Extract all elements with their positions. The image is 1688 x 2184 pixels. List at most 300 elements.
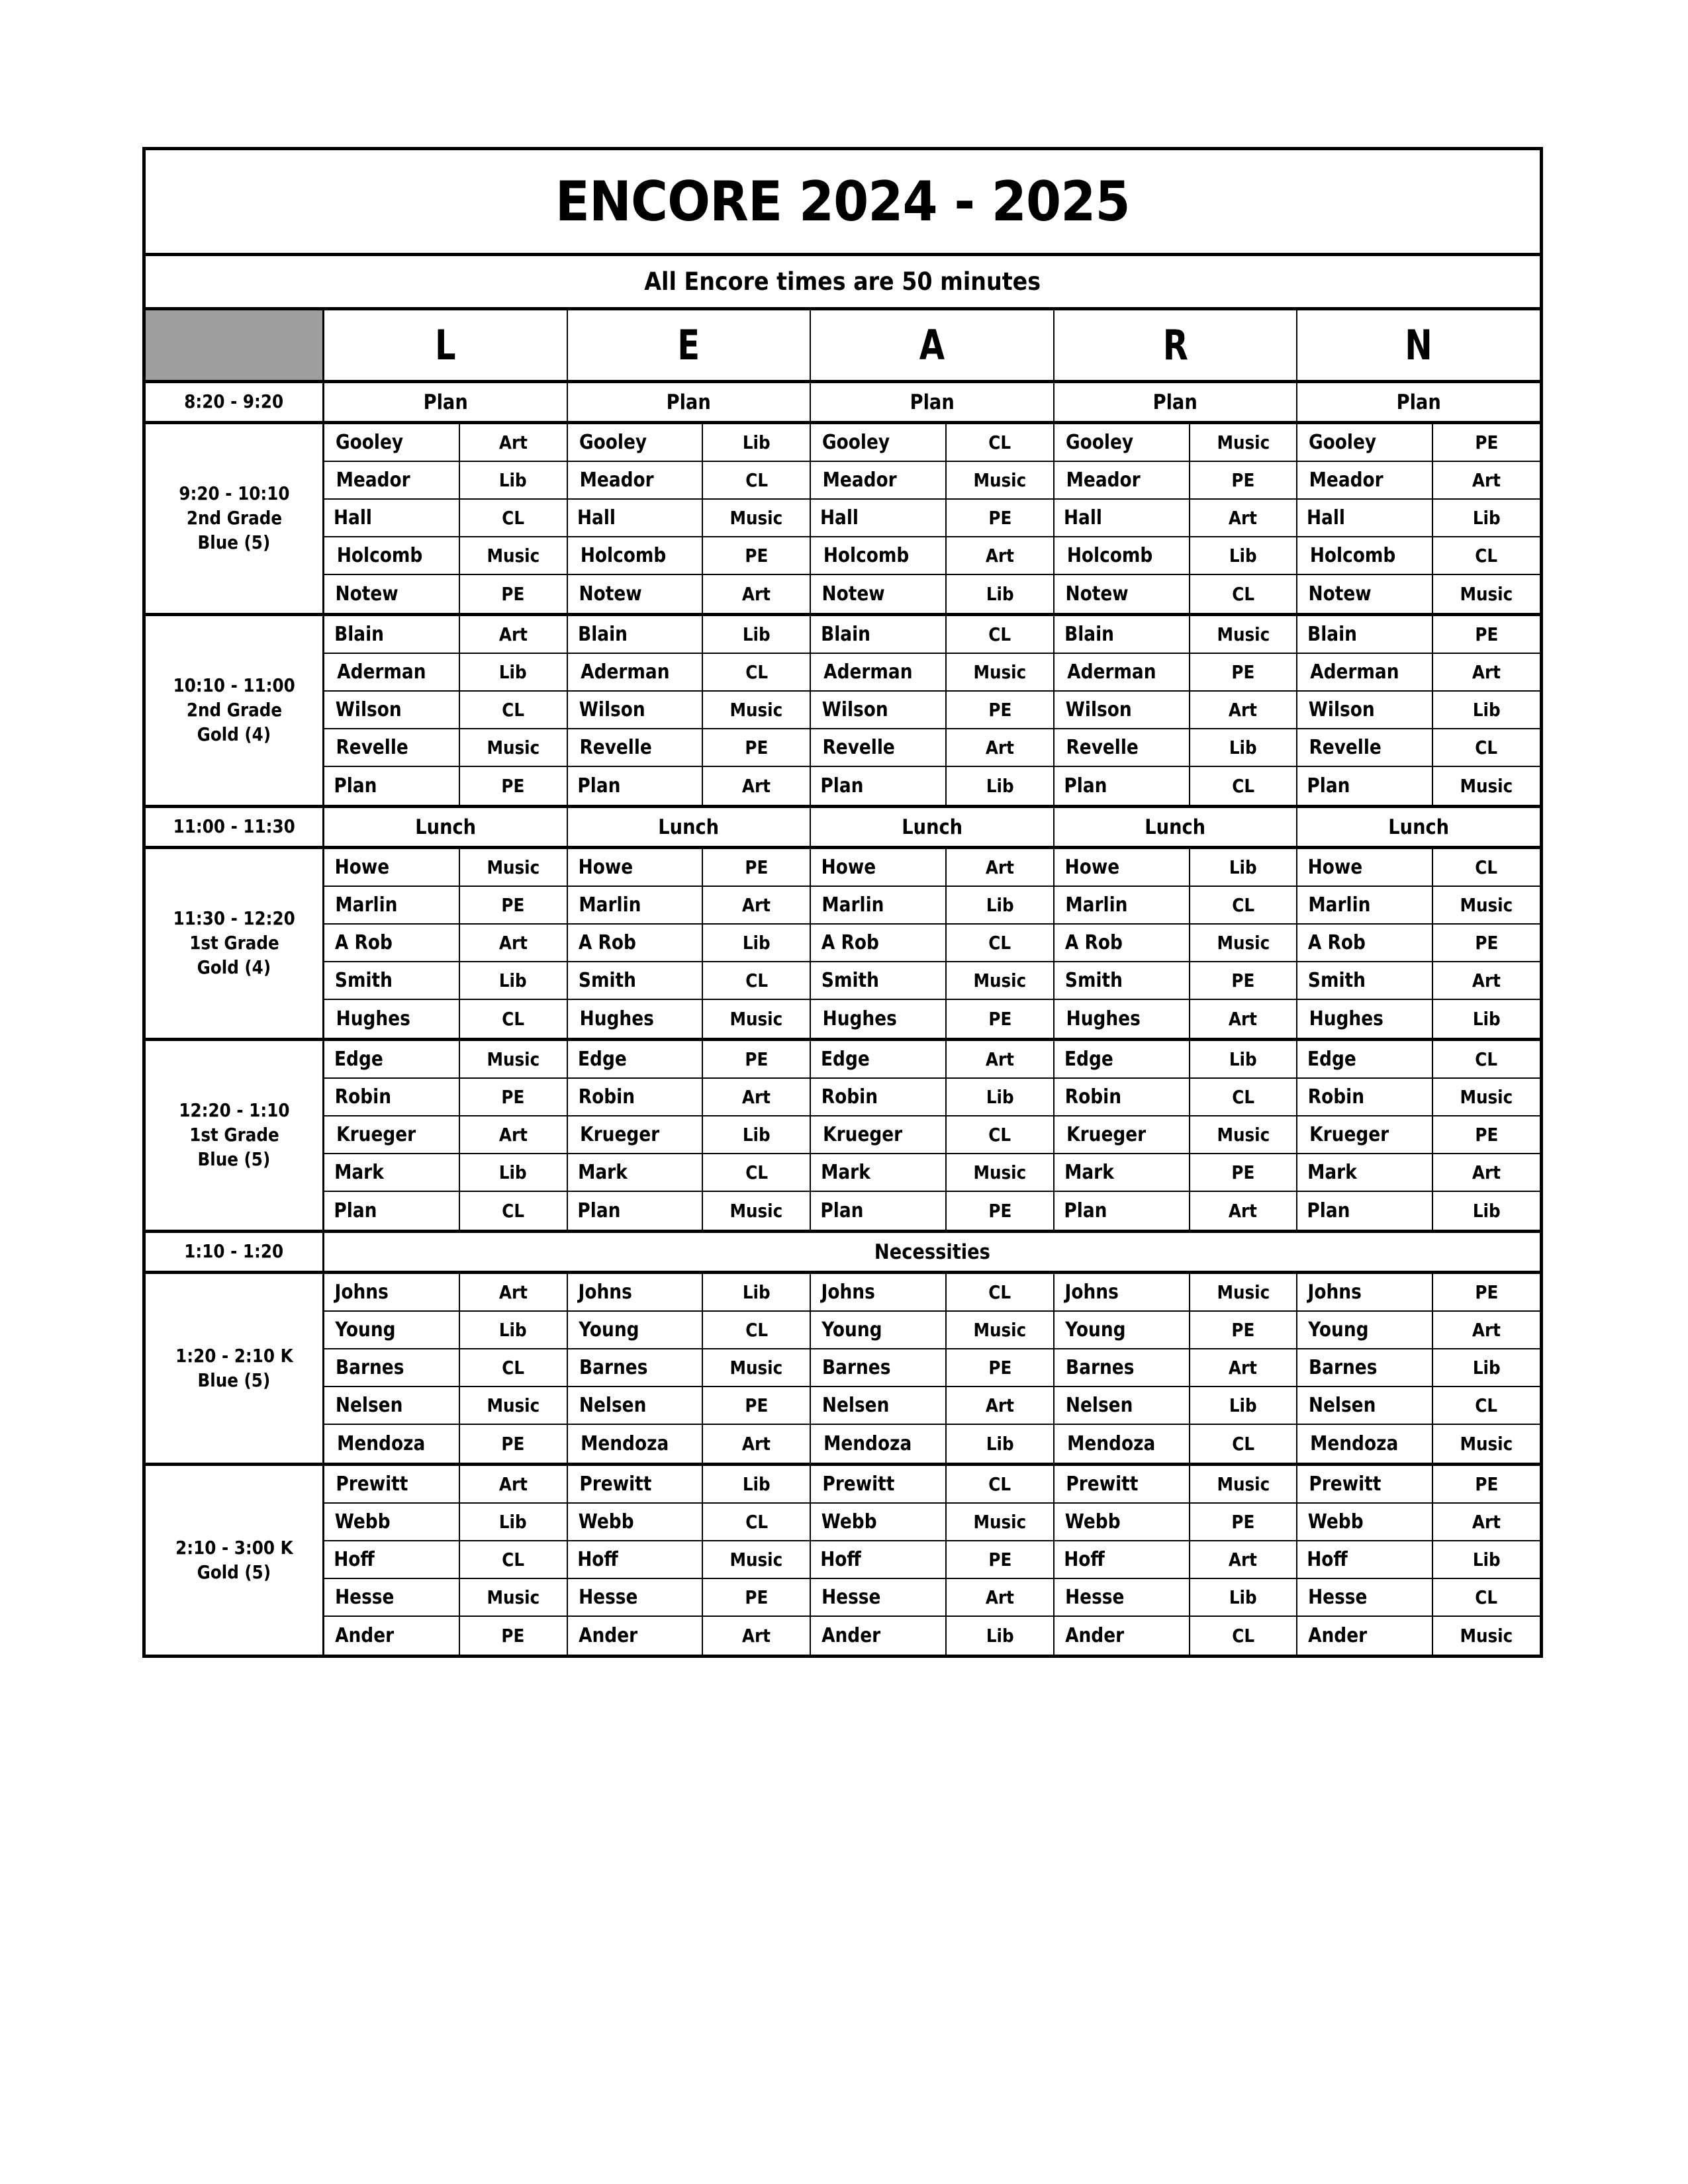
subject: Art bbox=[742, 583, 771, 605]
day-column-r bbox=[1055, 729, 1298, 766]
subject: PE bbox=[745, 856, 769, 878]
subject: CL bbox=[745, 661, 768, 683]
subject: Art bbox=[1229, 1549, 1258, 1570]
teacher-name: Hesse bbox=[811, 1579, 947, 1615]
teacher-name: Ander bbox=[568, 1617, 704, 1655]
subject: Music bbox=[487, 545, 540, 567]
teacher-name: Notew bbox=[1055, 575, 1190, 613]
teacher-name: Nelsen bbox=[811, 1387, 947, 1424]
teacher-name: Howe bbox=[324, 849, 460, 886]
day-column-a bbox=[811, 537, 1055, 574]
day-column-r bbox=[1055, 1312, 1298, 1348]
time-label-cell bbox=[146, 616, 324, 805]
teacher-name: Young bbox=[811, 1312, 947, 1348]
table-row bbox=[324, 1617, 1540, 1655]
day-column-r bbox=[1055, 1504, 1298, 1540]
plan-cell-r bbox=[1055, 383, 1298, 421]
teacher-name: Young bbox=[324, 1312, 460, 1348]
day-column-a bbox=[811, 1000, 1055, 1038]
teacher-name: Mendoza bbox=[568, 1425, 704, 1463]
teacher-name: A Rob bbox=[1297, 925, 1433, 961]
day-column-a bbox=[811, 616, 1055, 653]
day-column-a bbox=[811, 654, 1055, 690]
teacher-name: Young bbox=[1297, 1312, 1433, 1348]
plan-cell-a bbox=[811, 383, 1055, 421]
day-column-n bbox=[1297, 887, 1540, 923]
subject: CL bbox=[745, 1161, 768, 1183]
day-column-e bbox=[568, 616, 812, 653]
teacher-name: Hall bbox=[324, 500, 460, 536]
teacher-name: Ander bbox=[324, 1617, 460, 1655]
subject: CL bbox=[502, 1008, 525, 1030]
subject: Art bbox=[498, 1124, 528, 1146]
table-row bbox=[324, 1425, 1540, 1463]
teacher-name: Aderman bbox=[324, 654, 460, 690]
subject: Music bbox=[487, 856, 540, 878]
teacher-name: Plan bbox=[568, 767, 704, 805]
day-column-r bbox=[1055, 1000, 1298, 1038]
day-column-a bbox=[811, 1312, 1055, 1348]
teacher-name: Meador bbox=[568, 462, 704, 498]
teacher-name: Young bbox=[568, 1312, 704, 1348]
teacher-name: Hall bbox=[1055, 500, 1190, 536]
subject: Lib bbox=[986, 1625, 1014, 1647]
table-row bbox=[324, 575, 1540, 613]
subject: Lib bbox=[499, 1319, 528, 1341]
grade-label: 1st Grade bbox=[189, 1124, 279, 1146]
teacher-name: Prewitt bbox=[568, 1466, 704, 1502]
subject: Music bbox=[487, 1048, 540, 1070]
day-column-n bbox=[1297, 925, 1540, 961]
table-row bbox=[324, 1154, 1540, 1192]
table-row bbox=[324, 1504, 1540, 1541]
day-column-r bbox=[1055, 575, 1298, 613]
teacher-name: Webb bbox=[1297, 1504, 1433, 1540]
table-row bbox=[324, 1579, 1540, 1617]
teacher-name: Krueger bbox=[324, 1116, 460, 1153]
day-column-l bbox=[324, 887, 568, 923]
subject: PE bbox=[745, 1048, 769, 1070]
teacher-name: Robin bbox=[1297, 1079, 1433, 1115]
subject: PE bbox=[988, 507, 1011, 529]
day-column-e bbox=[568, 692, 812, 728]
day-column-n bbox=[1297, 962, 1540, 999]
subject: CL bbox=[988, 1124, 1011, 1146]
subject: Lib bbox=[1229, 1586, 1257, 1608]
teacher-name: Robin bbox=[1055, 1079, 1190, 1115]
teacher-name: Hughes bbox=[324, 1000, 460, 1038]
subject: Music bbox=[1460, 775, 1513, 797]
subject: CL bbox=[1232, 1086, 1254, 1108]
time-label-cell bbox=[146, 808, 324, 846]
grade-label: Blue (5) bbox=[197, 1369, 271, 1391]
day-column-n bbox=[1297, 537, 1540, 574]
grade-label: 2nd Grade bbox=[186, 507, 282, 529]
subject: Music bbox=[487, 1586, 540, 1608]
cell-label: Lunch bbox=[414, 815, 476, 839]
subject: Music bbox=[1217, 1124, 1270, 1146]
subject: PE bbox=[501, 1086, 525, 1108]
teacher-name: Edge bbox=[1297, 1041, 1433, 1077]
teacher-name: Hoff bbox=[324, 1541, 460, 1578]
subject: PE bbox=[1475, 1473, 1498, 1495]
teacher-name: Robin bbox=[568, 1079, 704, 1115]
day-column-n bbox=[1297, 1154, 1540, 1191]
subject: Music bbox=[729, 1357, 783, 1379]
day-column-e bbox=[568, 1274, 812, 1310]
teacher-name: Ander bbox=[1055, 1617, 1190, 1655]
subject: Music bbox=[729, 507, 783, 529]
teacher-name: Hoff bbox=[1297, 1541, 1433, 1578]
time-label-cell bbox=[146, 1274, 324, 1463]
table-row bbox=[324, 692, 1540, 729]
subject: PE bbox=[1231, 469, 1255, 491]
teacher-name: Blain bbox=[811, 616, 947, 653]
cell-label: Lunch bbox=[1388, 815, 1450, 839]
subject: CL bbox=[1475, 545, 1498, 567]
day-column-e bbox=[568, 1349, 812, 1386]
page-title: ENCORE 2024 - 2025 bbox=[555, 169, 1130, 234]
day-column-a bbox=[811, 1504, 1055, 1540]
teacher-name: Holcomb bbox=[1297, 537, 1433, 574]
subject: Art bbox=[985, 1394, 1014, 1416]
cell-label: Plan bbox=[423, 390, 468, 414]
day-column-n bbox=[1297, 1617, 1540, 1655]
day-column-n bbox=[1297, 1387, 1540, 1424]
subject: PE bbox=[1231, 970, 1255, 991]
day-column-a bbox=[811, 1192, 1055, 1230]
day-column-e bbox=[568, 1312, 812, 1348]
day-column-n bbox=[1297, 1425, 1540, 1463]
day-column-r bbox=[1055, 1466, 1298, 1502]
subject: Art bbox=[1229, 1357, 1258, 1379]
subject: Art bbox=[1229, 1200, 1258, 1222]
day-column-a bbox=[811, 1541, 1055, 1578]
subject: Art bbox=[498, 1281, 528, 1303]
subject: Lib bbox=[499, 1161, 528, 1183]
subject: Lib bbox=[1229, 1394, 1257, 1416]
day-column-l bbox=[324, 1387, 568, 1424]
teacher-name: Hoff bbox=[568, 1541, 704, 1578]
teacher-name: Revelle bbox=[1055, 729, 1190, 766]
time-label: 9:20 - 10:10 bbox=[178, 482, 290, 505]
day-column-a bbox=[811, 1274, 1055, 1310]
subject: CL bbox=[1232, 894, 1254, 916]
subject: Music bbox=[729, 699, 783, 721]
teacher-name: Mark bbox=[811, 1154, 947, 1191]
teacher-name: Meador bbox=[811, 462, 947, 498]
day-column-l bbox=[324, 1349, 568, 1386]
subject: Lib bbox=[1229, 856, 1257, 878]
subject: PE bbox=[501, 583, 525, 605]
subject: PE bbox=[988, 1357, 1011, 1379]
subject: Art bbox=[1472, 1511, 1501, 1533]
table-row bbox=[324, 729, 1540, 767]
day-column-e bbox=[568, 1116, 812, 1153]
day-column-l bbox=[324, 1312, 568, 1348]
day-column-n bbox=[1297, 424, 1540, 461]
subject: Lib bbox=[986, 583, 1014, 605]
day-column-r bbox=[1055, 1425, 1298, 1463]
teacher-name: Marlin bbox=[324, 887, 460, 923]
teacher-name: Plan bbox=[1055, 767, 1190, 805]
day-column-r bbox=[1055, 654, 1298, 690]
subject: Lib bbox=[1472, 1549, 1501, 1570]
teacher-name: Wilson bbox=[1297, 692, 1433, 728]
day-column-e bbox=[568, 849, 812, 886]
day-column-e bbox=[568, 1466, 812, 1502]
day-column-a bbox=[811, 1116, 1055, 1153]
teacher-name: Hall bbox=[811, 500, 947, 536]
teacher-name: Edge bbox=[811, 1041, 947, 1077]
day-column-r bbox=[1055, 962, 1298, 999]
subject: Music bbox=[973, 1511, 1027, 1533]
teacher-name: Plan bbox=[1297, 767, 1433, 805]
table-row bbox=[324, 887, 1540, 925]
column-header-row bbox=[146, 310, 1540, 383]
day-column-n bbox=[1297, 500, 1540, 536]
subject: Lib bbox=[1229, 1048, 1257, 1070]
day-column-a bbox=[811, 575, 1055, 613]
subject: Music bbox=[1217, 432, 1270, 453]
day-column-r bbox=[1055, 616, 1298, 653]
day-column-l bbox=[324, 1154, 568, 1191]
subject: CL bbox=[502, 507, 525, 529]
day-column-a bbox=[811, 1349, 1055, 1386]
column-header-l bbox=[324, 310, 568, 380]
day-column-n bbox=[1297, 462, 1540, 498]
teacher-name: Johns bbox=[324, 1274, 460, 1310]
subject: Art bbox=[985, 737, 1014, 758]
subject: CL bbox=[988, 1281, 1011, 1303]
subject: CL bbox=[1475, 1394, 1498, 1416]
teacher-name: Hall bbox=[1297, 500, 1433, 536]
teacher-name: Mark bbox=[1055, 1154, 1190, 1191]
day-column-l bbox=[324, 424, 568, 461]
teacher-name: Ander bbox=[1297, 1617, 1433, 1655]
subject: CL bbox=[1232, 775, 1254, 797]
teacher-name: Plan bbox=[324, 767, 460, 805]
subject: PE bbox=[1231, 1161, 1255, 1183]
day-column-r bbox=[1055, 767, 1298, 805]
subject: Art bbox=[498, 1473, 528, 1495]
teacher-name: Holcomb bbox=[568, 537, 704, 574]
day-column-l bbox=[324, 1274, 568, 1310]
subject: Music bbox=[1460, 1433, 1513, 1455]
plan-cell-n bbox=[1297, 383, 1540, 421]
teacher-name: Johns bbox=[1055, 1274, 1190, 1310]
teacher-name: Marlin bbox=[1055, 887, 1190, 923]
teacher-name: Barnes bbox=[811, 1349, 947, 1386]
day-column-l bbox=[324, 1000, 568, 1038]
teacher-name: A Rob bbox=[811, 925, 947, 961]
teacher-name: Smith bbox=[568, 962, 704, 999]
teacher-name: Hughes bbox=[568, 1000, 704, 1038]
group-label: Blue (5) bbox=[197, 531, 271, 553]
teacher-name: Edge bbox=[1055, 1041, 1190, 1077]
subject: Art bbox=[498, 932, 528, 954]
schedule-block-lunch bbox=[146, 808, 1540, 849]
table-row bbox=[324, 654, 1540, 692]
subject: PE bbox=[501, 775, 525, 797]
subject: CL bbox=[1232, 583, 1254, 605]
day-column-l bbox=[324, 1617, 568, 1655]
day-column-r bbox=[1055, 1079, 1298, 1115]
day-column-l bbox=[324, 537, 568, 574]
subject: Art bbox=[985, 1048, 1014, 1070]
teacher-name: Notew bbox=[324, 575, 460, 613]
corner-gray-cell bbox=[146, 310, 324, 380]
table-row bbox=[324, 1079, 1540, 1116]
subject: Art bbox=[1229, 1008, 1258, 1030]
subject: Lib bbox=[742, 1473, 771, 1495]
subject: PE bbox=[1475, 1124, 1498, 1146]
teacher-name: Mark bbox=[324, 1154, 460, 1191]
teacher-name: Hughes bbox=[811, 1000, 947, 1038]
subject: PE bbox=[745, 1586, 769, 1608]
subject: PE bbox=[1231, 1511, 1255, 1533]
day-column-a bbox=[811, 1079, 1055, 1115]
teacher-name: Aderman bbox=[1297, 654, 1433, 690]
day-column-l bbox=[324, 1041, 568, 1077]
day-column-n bbox=[1297, 575, 1540, 613]
subject: Art bbox=[1472, 970, 1501, 991]
teacher-name: Blain bbox=[324, 616, 460, 653]
schedule-block-k-gold bbox=[146, 1466, 1540, 1655]
day-column-r bbox=[1055, 925, 1298, 961]
teacher-name: Meador bbox=[1297, 462, 1433, 498]
teacher-name: Hesse bbox=[568, 1579, 704, 1615]
schedule-block-k-blue bbox=[146, 1274, 1540, 1466]
subject: PE bbox=[745, 545, 769, 567]
subject: Music bbox=[729, 1549, 783, 1570]
teacher-name: Marlin bbox=[1297, 887, 1433, 923]
teacher-name: A Rob bbox=[568, 925, 704, 961]
teacher-name: Prewitt bbox=[1297, 1466, 1433, 1502]
day-column-r bbox=[1055, 462, 1298, 498]
cell-label: Plan bbox=[1396, 390, 1441, 414]
teacher-name: Plan bbox=[568, 1192, 704, 1230]
column-header-label: N bbox=[1405, 321, 1432, 369]
subject: PE bbox=[988, 1549, 1011, 1570]
day-column-r bbox=[1055, 1154, 1298, 1191]
subject: Lib bbox=[499, 970, 528, 991]
cell-label: Lunch bbox=[1145, 815, 1206, 839]
teacher-name: Robin bbox=[324, 1079, 460, 1115]
subject: Art bbox=[498, 432, 528, 453]
time-label: 1:10 - 1:20 bbox=[184, 1240, 284, 1263]
teacher-name: Holcomb bbox=[1055, 537, 1190, 574]
day-column-n bbox=[1297, 1579, 1540, 1615]
subject: Lib bbox=[986, 894, 1014, 916]
subject: Lib bbox=[742, 1124, 771, 1146]
table-row bbox=[324, 1466, 1540, 1504]
page-subtitle: All Encore times are 50 minutes bbox=[644, 267, 1041, 296]
teacher-name: Gooley bbox=[324, 424, 460, 461]
subject: Art bbox=[742, 1086, 771, 1108]
cell-label: Lunch bbox=[658, 815, 720, 839]
subject: CL bbox=[1475, 856, 1498, 878]
subject: Art bbox=[1472, 661, 1501, 683]
day-column-r bbox=[1055, 1274, 1298, 1310]
subject: Art bbox=[1229, 507, 1258, 529]
day-column-e bbox=[568, 1079, 812, 1115]
teacher-name: Plan bbox=[811, 767, 947, 805]
day-column-e bbox=[568, 500, 812, 536]
day-column-e bbox=[568, 462, 812, 498]
teacher-name: Revelle bbox=[811, 729, 947, 766]
grade-label: Gold (5) bbox=[197, 1561, 271, 1583]
teacher-name: Hesse bbox=[1297, 1579, 1433, 1615]
day-column-l bbox=[324, 500, 568, 536]
teacher-name: Gooley bbox=[568, 424, 704, 461]
subject: Music bbox=[973, 1161, 1027, 1183]
teacher-name: A Rob bbox=[324, 925, 460, 961]
day-column-e bbox=[568, 1504, 812, 1540]
teacher-name: Notew bbox=[811, 575, 947, 613]
subject: PE bbox=[745, 737, 769, 758]
subject: Lib bbox=[742, 932, 771, 954]
day-column-n bbox=[1297, 1349, 1540, 1386]
time-label: 2:10 - 3:00 K bbox=[175, 1536, 293, 1559]
teacher-name: Barnes bbox=[1297, 1349, 1433, 1386]
day-column-r bbox=[1055, 537, 1298, 574]
day-column-r bbox=[1055, 500, 1298, 536]
teacher-name: Mendoza bbox=[1055, 1425, 1190, 1463]
subject: Art bbox=[742, 1625, 771, 1647]
lunch-cell-n bbox=[1297, 808, 1540, 846]
day-column-e bbox=[568, 1000, 812, 1038]
teacher-name: Mendoza bbox=[1297, 1425, 1433, 1463]
teacher-name: Meador bbox=[1055, 462, 1190, 498]
teacher-name: Webb bbox=[324, 1504, 460, 1540]
teacher-name: Holcomb bbox=[324, 537, 460, 574]
teacher-name: Hesse bbox=[1055, 1579, 1190, 1615]
day-column-a bbox=[811, 424, 1055, 461]
column-header-label: L bbox=[434, 321, 456, 369]
subject: CL bbox=[988, 1473, 1011, 1495]
subject: Lib bbox=[1472, 1357, 1501, 1379]
table-row bbox=[324, 424, 1540, 462]
subject: Lib bbox=[1472, 507, 1501, 529]
column-header-n bbox=[1297, 310, 1540, 380]
time-label: 11:00 - 11:30 bbox=[173, 815, 295, 838]
subject: Music bbox=[973, 661, 1027, 683]
teacher-name: Blain bbox=[568, 616, 704, 653]
cell-label: Lunch bbox=[902, 815, 962, 839]
table-row bbox=[324, 1541, 1540, 1579]
title-row bbox=[146, 150, 1540, 256]
day-column-n bbox=[1297, 1504, 1540, 1540]
day-column-l bbox=[324, 1466, 568, 1502]
group-label: Blue (5) bbox=[197, 1148, 271, 1170]
day-column-a bbox=[811, 462, 1055, 498]
teacher-name: Hall bbox=[568, 500, 704, 536]
teacher-name: Howe bbox=[1055, 849, 1190, 886]
schedule-block-2nd-blue bbox=[146, 424, 1540, 616]
table-row bbox=[324, 849, 1540, 887]
subject: Art bbox=[985, 545, 1014, 567]
teacher-name: Wilson bbox=[568, 692, 704, 728]
teacher-name: Young bbox=[1055, 1312, 1190, 1348]
teacher-name: Marlin bbox=[811, 887, 947, 923]
subject: CL bbox=[988, 932, 1011, 954]
subject: CL bbox=[988, 432, 1011, 453]
day-column-n bbox=[1297, 849, 1540, 886]
day-column-n bbox=[1297, 1541, 1540, 1578]
schedule-block-2nd-gold bbox=[146, 616, 1540, 808]
subject: CL bbox=[1475, 737, 1498, 758]
